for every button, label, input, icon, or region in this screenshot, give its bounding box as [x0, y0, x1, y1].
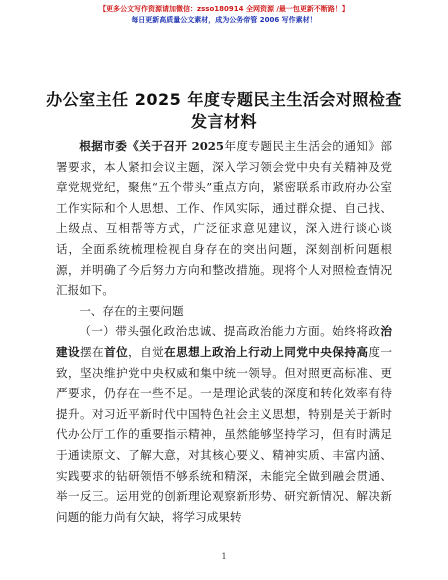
document-body — [56, 136, 392, 527]
document-title-line-1: 办公室主任 2025 年度专题民主生活会对照检查 — [46, 90, 402, 109]
promo-banner-line-2: 每日更新高质量公文素材，成为公务帝管 2006 写作素材！ — [131, 16, 317, 24]
intro-paragraph — [56, 136, 392, 301]
promo-banner-line-1: 【更多公文写作资源请加微信：zsso180914 全网资源 /最一包更新不断路！】 — [99, 5, 349, 13]
intro-bold-lead: 根据市委《关于召开 2025 — [79, 139, 224, 153]
subsection-paragraph-1 — [56, 321, 392, 527]
page-number: 1 — [221, 552, 227, 561]
section-heading-1: 一、存在的主要问题 — [79, 303, 184, 318]
subsection-plain-a: 摆在 — [80, 344, 105, 359]
subsection-plain-c: 度一致，坚决维护党中央权威和集中统一领导。但对照更高标准、更严要求，仍存在一些不足。一是理论武装的深度和转化效率有待提升。对习近平新时代中国特色社会主义思想，特别是关于新时代办公厅工作的重要指示精神，虽然能够坚持学习，但有时满足于通读原文、了解大意，对其核心要义、精神实质、丰富内涵、实践要求的钻研领悟不够系统和精深，未能完全做到融会贯通、举一反三。运用党的创新理论观察新形势、研究新情况、解决新问题的能力尚有欠缺，将学习成果转 — [56, 344, 392, 524]
subsection-bold-c: 在思想上政治上行动上同党中央保持高 — [164, 344, 369, 359]
intro-text: 年度专题民主生活会的通知》部署要求，本人紧扣会议主题，深入学习领会党中央有关精神及党章党规党纪，聚焦“五个带头”重点方向，紧密联系市政府办公室工作实际和个人思想、工作、作风实际，通过群众提、自己找、上级点、互相帮等方式，广泛征求意见建议，深入进行谈心谈话，全面系统梳理检视自身存在的突出问题，深刻剖析问题根源，并明确了今后努力方向和整改措施。现将个人对照检查情况汇报如下。 — [56, 139, 392, 298]
document-title-line-2: 发言材料 — [190, 112, 257, 131]
subsection-lead: （一）带头强化政治忠诚、提高政治能力方面。始终将政 — [79, 324, 381, 339]
subsection-plain-b: ，自觉 — [128, 344, 165, 359]
subsection-bold-a: 治建设 — [56, 324, 392, 359]
subsection-bold-b: 首位 — [104, 344, 129, 359]
